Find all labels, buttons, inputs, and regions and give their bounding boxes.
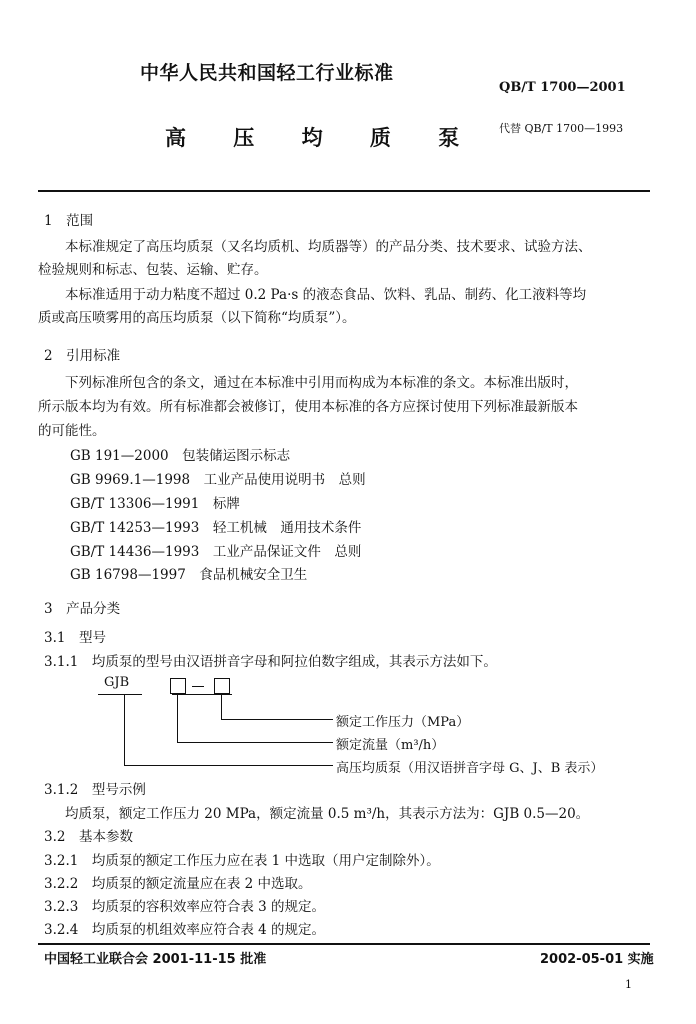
reference-item: GB/T 14253—1993 轻工机械 通用技术条件 xyxy=(70,520,362,536)
section-2-para-b: 所示版本均为有效。所有标准都会被修订，使用本标准的各方应探讨使用下列标准最新版本 xyxy=(38,399,578,415)
section-2-para-c: 的可能性。 xyxy=(38,423,106,439)
section-2-heading: 2 引用标准 xyxy=(44,348,121,364)
basic-parameter-item: 3.2.3 均质泵的容积效率应符合表 3 的规定。 xyxy=(44,899,326,915)
label-rated-pressure: 额定工作压力（MPa） xyxy=(336,715,470,730)
section-1-para-2b: 质或高压喷雾用的高压均质泵（以下简称“均质泵”）。 xyxy=(38,310,356,326)
implementation-date: 2002-05-01 实施 xyxy=(540,952,654,967)
pressure-leader-horizontal xyxy=(221,719,333,720)
pressure-leader-vertical xyxy=(221,694,222,720)
replaces-note: 代替 QB/T 1700—1993 xyxy=(499,122,624,135)
label-rated-flow: 额定流量（m³/h） xyxy=(336,738,445,753)
basic-parameter-item: 3.2.2 均质泵的额定流量应在表 2 中选取。 xyxy=(44,876,312,892)
section-1-para-2a: 本标准适用于动力粘度不超过 0.2 Pa·s 的液态食品、饮料、乳品、制药、化工液料等均 xyxy=(38,287,587,303)
flow-leader-vertical xyxy=(177,694,178,743)
name-leader-vertical xyxy=(124,694,125,766)
approval-line: 中国轻工业联合会 2001-11-15 批准 xyxy=(44,952,267,967)
page-number: 1 xyxy=(625,978,632,991)
reference-item: GB 9969.1—1998 工业产品使用说明书 总则 xyxy=(70,472,366,488)
reference-item: GB 191—2000 包装储运图示标志 xyxy=(70,448,291,464)
dash-symbol xyxy=(192,686,204,687)
model-example-text: 均质泵，额定工作压力 20 MPa，额定流量 0.5 m³/h，其表示方法为：GJB 0.5—20。 xyxy=(38,806,590,822)
header-divider xyxy=(38,190,650,192)
label-product-name: 高压均质泵（用汉语拼音字母 G、J、B 表示） xyxy=(336,761,604,776)
prefix-underline xyxy=(98,694,142,695)
section-3-2-heading: 3.2 基本参数 xyxy=(44,829,133,845)
basic-parameter-item: 3.2.4 均质泵的机组效率应符合表 4 的规定。 xyxy=(44,922,326,938)
flow-leader-horizontal xyxy=(177,742,333,743)
model-prefix: GJB xyxy=(104,675,130,690)
document-title: 高 压 均 质 泵 xyxy=(165,126,480,150)
standard-code: QB/T 1700—2001 xyxy=(499,80,626,95)
section-1-para-1a: 本标准规定了高压均质泵（又名均质机、均质器等）的产品分类、技术要求、试验方法、 xyxy=(38,239,592,255)
section-3-1-heading: 3.1 型号 xyxy=(44,630,106,646)
section-1-heading: 1 范围 xyxy=(44,213,94,229)
section-3-1-2-heading: 3.1.2 型号示例 xyxy=(44,782,146,798)
reference-item: GB 16798—1997 食品机械安全卫生 xyxy=(70,567,308,583)
section-3-1-1-text: 3.1.1 均质泵的型号由汉语拼音字母和阿拉伯数字组成，其表示方法如下。 xyxy=(44,654,497,670)
section-3-heading: 3 产品分类 xyxy=(44,601,121,617)
flow-placeholder-box xyxy=(170,678,186,694)
reference-item: GB/T 14436—1993 工业产品保证文件 总则 xyxy=(70,544,362,560)
basic-parameter-item: 3.2.1 均质泵的额定工作压力应在表 1 中选取（用户定制除外）。 xyxy=(44,853,440,869)
reference-item: GB/T 13306—1991 标牌 xyxy=(70,496,240,512)
pressure-placeholder-box xyxy=(214,678,230,694)
name-leader-horizontal xyxy=(124,765,333,766)
section-2-para-a: 下列标准所包含的条文，通过在本标准中引用而构成为本标准的条文。本标准出版时， xyxy=(38,375,578,391)
placeholder-underline xyxy=(172,694,232,695)
footer-divider xyxy=(38,943,650,945)
section-1-para-1b: 检验规则和标志、包装、运输、贮存。 xyxy=(38,262,268,278)
issuing-org: 中华人民共和国轻工行业标准 xyxy=(140,62,394,84)
